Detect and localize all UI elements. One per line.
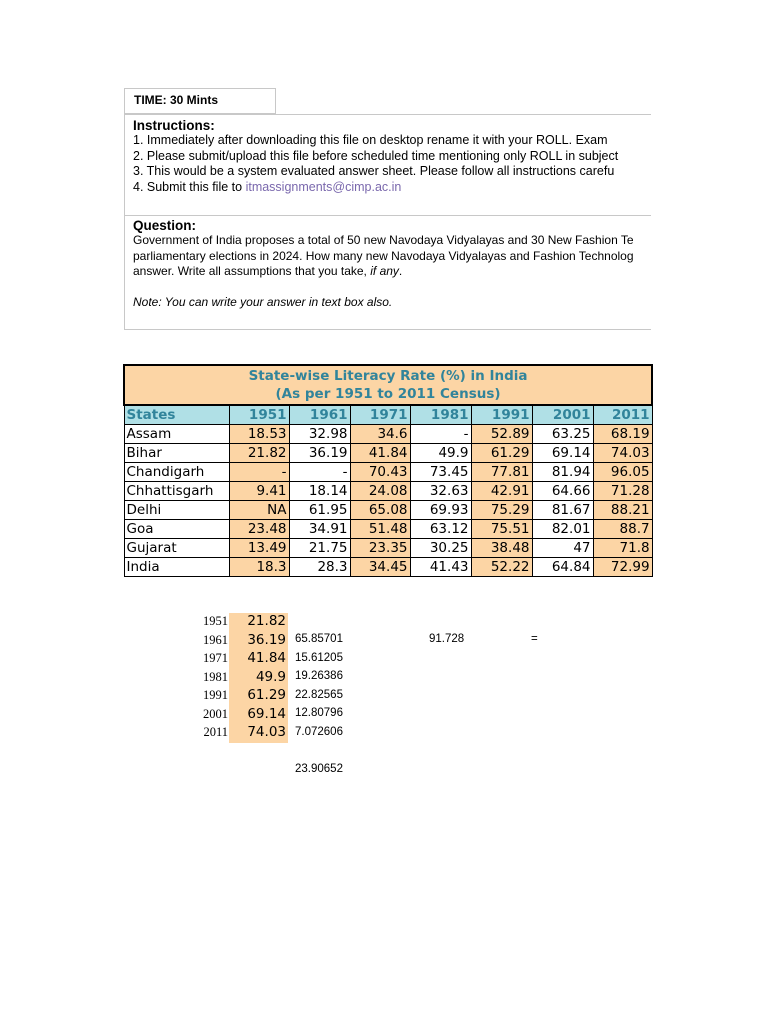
rate-cell[interactable]: 65.08: [350, 501, 410, 520]
rate-cell[interactable]: 64.66: [532, 482, 593, 501]
rate-cell[interactable]: 73.45: [410, 463, 471, 482]
state-name-cell[interactable]: Delhi: [124, 501, 229, 520]
calc-bihar-value[interactable]: 61.29: [247, 687, 286, 703]
calc-year: 1951: [203, 614, 228, 628]
rate-cell[interactable]: 68.19: [593, 425, 652, 444]
table-row: [124, 558, 652, 577]
calc-bihar-value[interactable]: 69.14: [247, 705, 286, 722]
email-link[interactable]: itmassignments@cimp.ac.in: [245, 179, 402, 194]
instruction-2: 2. Please submit/upload this file before scheduled time mentioning only ROLL in subject: [133, 148, 619, 163]
state-name-cell[interactable]: Goa: [124, 520, 229, 539]
rate-cell[interactable]: 82.01: [532, 520, 593, 539]
rate-cell[interactable]: 64.84: [532, 558, 593, 577]
table-row: [124, 463, 652, 482]
calc-growth-value: 15.61205: [295, 651, 343, 664]
rate-cell[interactable]: 52.22: [471, 558, 532, 577]
question-line-3: answer. Write all assumptions that you take, if any.: [133, 264, 403, 278]
calc-bihar-value[interactable]: 74.03: [247, 724, 286, 740]
instruction-3: 3. This would be a system evaluated answer sheet. Please follow all instructions carefu: [133, 164, 615, 178]
rate-cell[interactable]: 63.25: [532, 425, 593, 444]
column-header: 2011: [593, 405, 652, 425]
rate-cell[interactable]: -: [410, 425, 471, 444]
state-name-cell[interactable]: Chandigarh: [124, 463, 229, 482]
rate-cell[interactable]: 23.48: [229, 520, 289, 539]
rate-cell[interactable]: 38.48: [471, 539, 532, 558]
rate-cell[interactable]: 41.43: [410, 558, 471, 577]
table-row: [124, 444, 652, 463]
literacy-table: [123, 364, 653, 577]
rate-cell[interactable]: 88.7: [593, 520, 652, 539]
time-label: TIME: 30 Mints: [124, 88, 276, 114]
rate-cell[interactable]: 72.99: [593, 558, 652, 577]
rate-cell[interactable]: 52.89: [471, 425, 532, 444]
instruction-4: 4. Submit this file to itmassignments@cimp.ac.in: [133, 179, 402, 194]
state-name-cell[interactable]: Gujarat: [124, 539, 229, 558]
table-row: [124, 482, 652, 501]
column-header: 1951: [229, 405, 289, 425]
section-divider: [125, 215, 651, 216]
rate-cell[interactable]: 21.75: [289, 539, 350, 558]
table-row: [124, 539, 652, 558]
rate-cell[interactable]: 30.25: [410, 539, 471, 558]
rate-cell[interactable]: 23.35: [350, 539, 410, 558]
calc-growth-value: 7.072606: [295, 725, 343, 738]
calc-growth-value: 19.26386: [295, 670, 343, 682]
rate-cell[interactable]: 71.8: [593, 539, 652, 558]
column-header: 1991: [471, 405, 532, 425]
rate-cell[interactable]: 34.91: [289, 520, 350, 539]
calc-year: 2001: [203, 706, 228, 721]
rate-cell[interactable]: 49.9: [410, 444, 471, 463]
question-heading: Question:: [133, 218, 196, 233]
calc-growth-value: 12.80796: [295, 707, 343, 719]
column-header: States: [124, 405, 229, 425]
instructions-panel: [124, 114, 651, 330]
rate-cell[interactable]: 13.49: [229, 539, 289, 558]
rate-cell[interactable]: 88.21: [593, 501, 652, 520]
question-line-2: parliamentary elections in 2024. How many new Navodaya Vidyalayas and Fashion Technolog: [133, 248, 634, 263]
state-name-cell[interactable]: Assam: [124, 425, 229, 444]
state-name-cell[interactable]: India: [124, 558, 229, 577]
rate-cell[interactable]: 34.45: [350, 558, 410, 577]
column-header: 1971: [350, 405, 410, 425]
rate-cell[interactable]: 81.94: [532, 463, 593, 482]
rate-cell[interactable]: 42.91: [471, 482, 532, 501]
rate-cell[interactable]: 18.53: [229, 425, 289, 444]
state-name-cell[interactable]: Bihar: [124, 444, 229, 463]
table-row: [124, 501, 652, 520]
rate-cell[interactable]: 69.93: [410, 501, 471, 520]
calc-growth-value: 65.85701: [295, 633, 343, 645]
rate-cell[interactable]: 9.41: [229, 482, 289, 501]
rate-cell[interactable]: 51.48: [350, 520, 410, 539]
calc-bihar-value[interactable]: 49.9: [255, 668, 286, 685]
rate-cell[interactable]: 18.3: [229, 558, 289, 577]
column-header: 2001: [532, 405, 593, 425]
rate-cell[interactable]: 75.51: [471, 520, 532, 539]
rate-cell[interactable]: 77.81: [471, 463, 532, 482]
rate-cell[interactable]: 61.95: [289, 501, 350, 520]
rate-cell[interactable]: 21.82: [229, 444, 289, 463]
table-row: [124, 425, 652, 444]
calc-year: 1981: [203, 669, 228, 684]
calc-year: 1991: [203, 688, 228, 702]
average-growth: 23.90652: [295, 763, 343, 775]
calc-bihar-value[interactable]: 36.19: [247, 631, 286, 648]
rate-cell[interactable]: 28.3: [289, 558, 350, 577]
calc-year: 1961: [203, 632, 228, 647]
table-title: State-wise Literacy Rate (%) in India (As per 1951 to 2011 Census): [124, 365, 652, 405]
calc-bihar-value[interactable]: 41.84: [247, 650, 286, 666]
rate-cell[interactable]: 69.14: [532, 444, 593, 463]
rate-cell[interactable]: 32.63: [410, 482, 471, 501]
calc-bihar-value[interactable]: 21.82: [247, 613, 286, 629]
calc-year: 2011: [203, 725, 228, 739]
table-header-row: [124, 405, 652, 425]
rate-cell[interactable]: 96.05: [593, 463, 652, 482]
rate-cell[interactable]: 32.98: [289, 425, 350, 444]
column-header: 1981: [410, 405, 471, 425]
rate-cell[interactable]: 41.84: [350, 444, 410, 463]
rate-cell[interactable]: 63.12: [410, 520, 471, 539]
rate-cell[interactable]: 47: [532, 539, 593, 558]
instructions-heading: Instructions:: [133, 118, 215, 133]
rate-cell[interactable]: NA: [229, 501, 289, 520]
extra-value: 91.728: [429, 633, 465, 645]
rate-cell[interactable]: 34.6: [350, 425, 410, 444]
rate-cell[interactable]: 75.29: [471, 501, 532, 520]
calc-growth-value: 22.82565: [295, 688, 343, 701]
rate-cell[interactable]: 24.08: [350, 482, 410, 501]
rate-cell[interactable]: 61.29: [471, 444, 532, 463]
question-note: Note: You can write your answer in text box also.: [133, 294, 393, 309]
rate-cell[interactable]: 18.14: [289, 482, 350, 501]
table-row: [124, 520, 652, 539]
rate-cell[interactable]: 71.28: [593, 482, 652, 501]
rate-cell[interactable]: -: [289, 463, 350, 482]
rate-cell[interactable]: -: [229, 463, 289, 482]
question-line-1: Government of India proposes a total of 50 new Navodaya Vidyalayas and 30 New Fashion Te: [133, 233, 634, 247]
rate-cell[interactable]: 36.19: [289, 444, 350, 463]
calc-year: 1971: [203, 651, 228, 665]
rate-cell[interactable]: 74.03: [593, 444, 652, 463]
instruction-1: 1. Immediately after downloading this file on desktop rename it with your ROLL. Exam: [133, 133, 608, 147]
column-header: 1961: [289, 405, 350, 425]
state-name-cell[interactable]: Chhattisgarh: [124, 482, 229, 501]
equals-sign: =: [531, 633, 538, 645]
rate-cell[interactable]: 70.43: [350, 463, 410, 482]
rate-cell[interactable]: 81.67: [532, 501, 593, 520]
